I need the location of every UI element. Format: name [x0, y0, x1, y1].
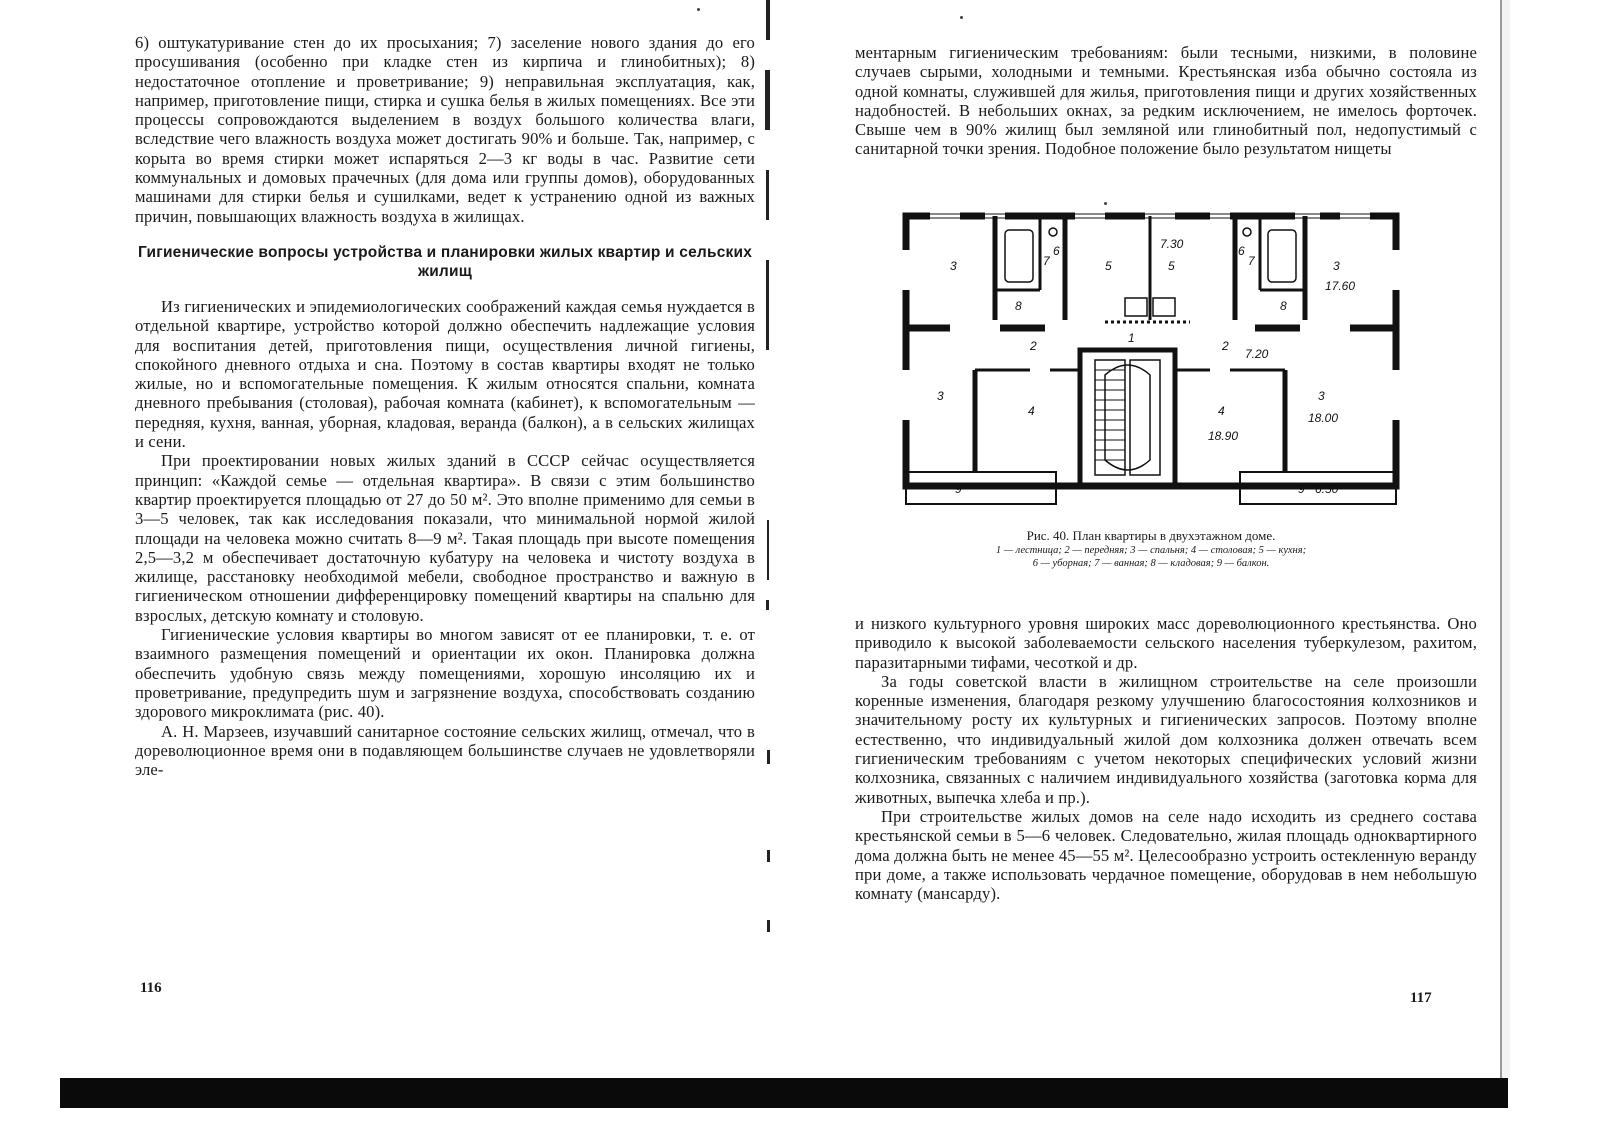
- page-number: 116: [140, 980, 162, 996]
- scan-speck: [697, 8, 700, 11]
- plan-label: 6.50: [1315, 482, 1339, 496]
- scan-speck: [1104, 202, 1107, 205]
- plan-label: 1: [1128, 331, 1135, 345]
- paragraph: ментарным гигиеническим требованиям: были тесными, низкими, в половине случаев сырыми, холодными и темными. Крестьянская изба обычно состояла из одной комнаты, служившей для жилья, приготовления пищи и других хозяйственных надобностей. В небольших окнах, за редким исключением, не имелось форточек. Свыше чем в 90% жилищ был земляной или глинобитный пол, недопустимый с санитарной точки зрения. Подобное положение было результатом нищеты: [855, 43, 1477, 159]
- plan-label: 7: [1248, 254, 1255, 268]
- plan-label: 6: [1238, 244, 1245, 258]
- plan-label: 3: [1333, 259, 1340, 273]
- scan-speck: [960, 16, 963, 19]
- plan-label: 2: [1030, 339, 1037, 353]
- plan-label: 17.60: [1325, 279, 1356, 293]
- plan-label: 6: [1053, 244, 1060, 258]
- plan-label: 3: [1318, 389, 1325, 403]
- plan-label: 8: [1015, 299, 1022, 313]
- right-page: [780, 0, 1540, 1090]
- plan-label: 2: [1222, 339, 1229, 353]
- plan-label: 8: [1280, 299, 1287, 313]
- right-page-text-top: [855, 43, 1477, 159]
- figure-legend-line: 6 — уборная; 7 — ванная; 8 — кладовая; 9 — балкон.: [1032, 558, 1270, 569]
- plan-label: 18.90: [1208, 429, 1239, 443]
- plan-label: 9: [1298, 482, 1305, 496]
- plan-label: 3: [950, 259, 957, 273]
- paragraph: За годы советской власти в жилищном строительстве на селе произошли коренные изменения, благодаря резкому улучшению благосостояния колхозников и значительному росту их культурных и гигиенических запросов. Поэтому вполне естественно, что индивидуальный жилой дом колхозника должен отвечать всем гигиеническим требованиям с учетом некоторых специфических условий жизни колхозника, связанных с наличием индивидуального хозяйства (заготовка корма для животных, выпечка хлеба и пр.).: [855, 671, 1477, 807]
- figure-caption: Рис. 40. План квартиры в двухэтажном доме.: [1026, 528, 1276, 543]
- plan-label: 4: [1218, 404, 1225, 418]
- plan-label: 4: [1028, 404, 1035, 418]
- left-page: [60, 0, 760, 1090]
- scan-bottom-border: [60, 1078, 1508, 1108]
- plan-label: 3: [937, 389, 944, 403]
- plan-label: 7.20: [1245, 347, 1269, 361]
- plan-label: 9: [955, 482, 962, 496]
- book-gutter: [763, 0, 775, 1000]
- paragraph: При строительстве жилых домов на селе надо исходить из среднего состава крестьянской семьи в 5—6 человек. Следовательно, жилая площадь одноквартирного дома должна быть не менее 45—55 м². Целесообразно устроить остекленную веранду при доме, а также использовать чердачное помещение, оборудовав в нем небольшую комнату (мансарду).: [855, 806, 1477, 904]
- figure-legend-line: 1 — лестница; 2 — передняя; 3 — спальня; 4 — столовая; 5 — кухня;: [995, 545, 1307, 556]
- plan-label: 18.00: [1308, 411, 1339, 425]
- floor-plan-drawing: [900, 210, 1402, 520]
- section-heading: Гигиенические вопросы устройства и планировки жилых квартир и сельских жилищ: [137, 243, 753, 280]
- plan-label: 7: [1043, 254, 1050, 268]
- paragraph: и низкого культурного уровня широких масс дореволюционного крестьянства. Оно приводило к высокой заболеваемости сельского населения туберкулезом, рахитом, паразитарными тифами, чесоткой и др.: [855, 614, 1477, 672]
- plan-label: 7.30: [1160, 237, 1184, 251]
- paragraph: Гигиенические условия квартиры во многом зависят от ее планировки, т. е. от взаимного размещения помещений и ориентации их окон. Планировка должна обеспечить удобную связь между помещениями, хорошую инсоляцию их и проветривание, предупредить шум и загрязнение воздуха, способствовать созданию здорового микроклимата (рис. 40).: [135, 625, 755, 722]
- page-edge: [1500, 0, 1510, 1080]
- left-page-text: [135, 33, 755, 779]
- figure-floor-plan: [900, 210, 1402, 570]
- plan-label: 5: [1168, 259, 1175, 273]
- paragraph: При проектировании новых жилых зданий в СССР сейчас осуществляется принцип: «Каждой семье — отдельная квартира». В связи с этим большинство квартир проектируется площадью от 27 до 50 м². Это вполне применимо для семьи в 3—5 человек, так как исследования показали, что минимальной нормой жилой площади на человека можно считать 8—9 м². Такая площадь при высоте помещения 2,5—3,2 м обеспечивает достаточную кубатуру на человека и чистоту воздуха в жилище, расстановку необходимой мебели, свободное пространство и важную в гигиеническом отношении дифференцировку помещений квартиры на спальню для взрослых, детскую комнату и столовую.: [135, 451, 755, 625]
- page-number: 117: [1410, 990, 1432, 1006]
- right-page-text-bottom: [855, 614, 1477, 903]
- paragraph: Из гигиенических и эпидемиологических соображений каждая семья нуждается в отдельной квартире, устройство которой должно обеспечить надлежащие условия для воспитания детей, приготовления пищи, осуществления личной гигиены, спокойного дневного отдыха и сна. Поэтому в состав квартиры входят не только жилые, но и вспомогательные помещения. К жилым относятся спальни, комната дневного пребывания (столовая), рабочая комната (кабинет), к вспомогательным — передняя, кухня, ванная, уборная, кладовая, веранда (балкон), а в сельских жилищах и сени.: [135, 296, 755, 452]
- plan-label: 5: [1105, 259, 1112, 273]
- paragraph: 6) оштукатуривание стен до их просыхания; 7) заселение нового здания до его просушивания (особенно при кладке стен из кирпича и глинобитных); 8) недостаточное отопление и проветривание; 9) неправильная эксплуатация, как, например, приготовление пищи, стирка и сушка белья в жилых помещениях. Все эти процессы сопровождаются выделением в воздух большого количества влаги, вследствие чего влажность воздуха может достигать 90% и больше. Так, например, с корыта во время стирки может испаряться 2—3 кг воды в час. Развитие сети коммунальных и домовых прачечных (для дома или группы домов), оборудованных машинами для стирки белья и сушилками, ведет к устранению одной из важных причин, повышающих влажность воздуха в жилищах.: [135, 33, 755, 226]
- paragraph: А. Н. Марзеев, изучавший санитарное состояние сельских жилищ, отмечал, что в дореволюционное время они в подавляющем большинстве случаев не удовлетворяли эле-: [135, 721, 755, 780]
